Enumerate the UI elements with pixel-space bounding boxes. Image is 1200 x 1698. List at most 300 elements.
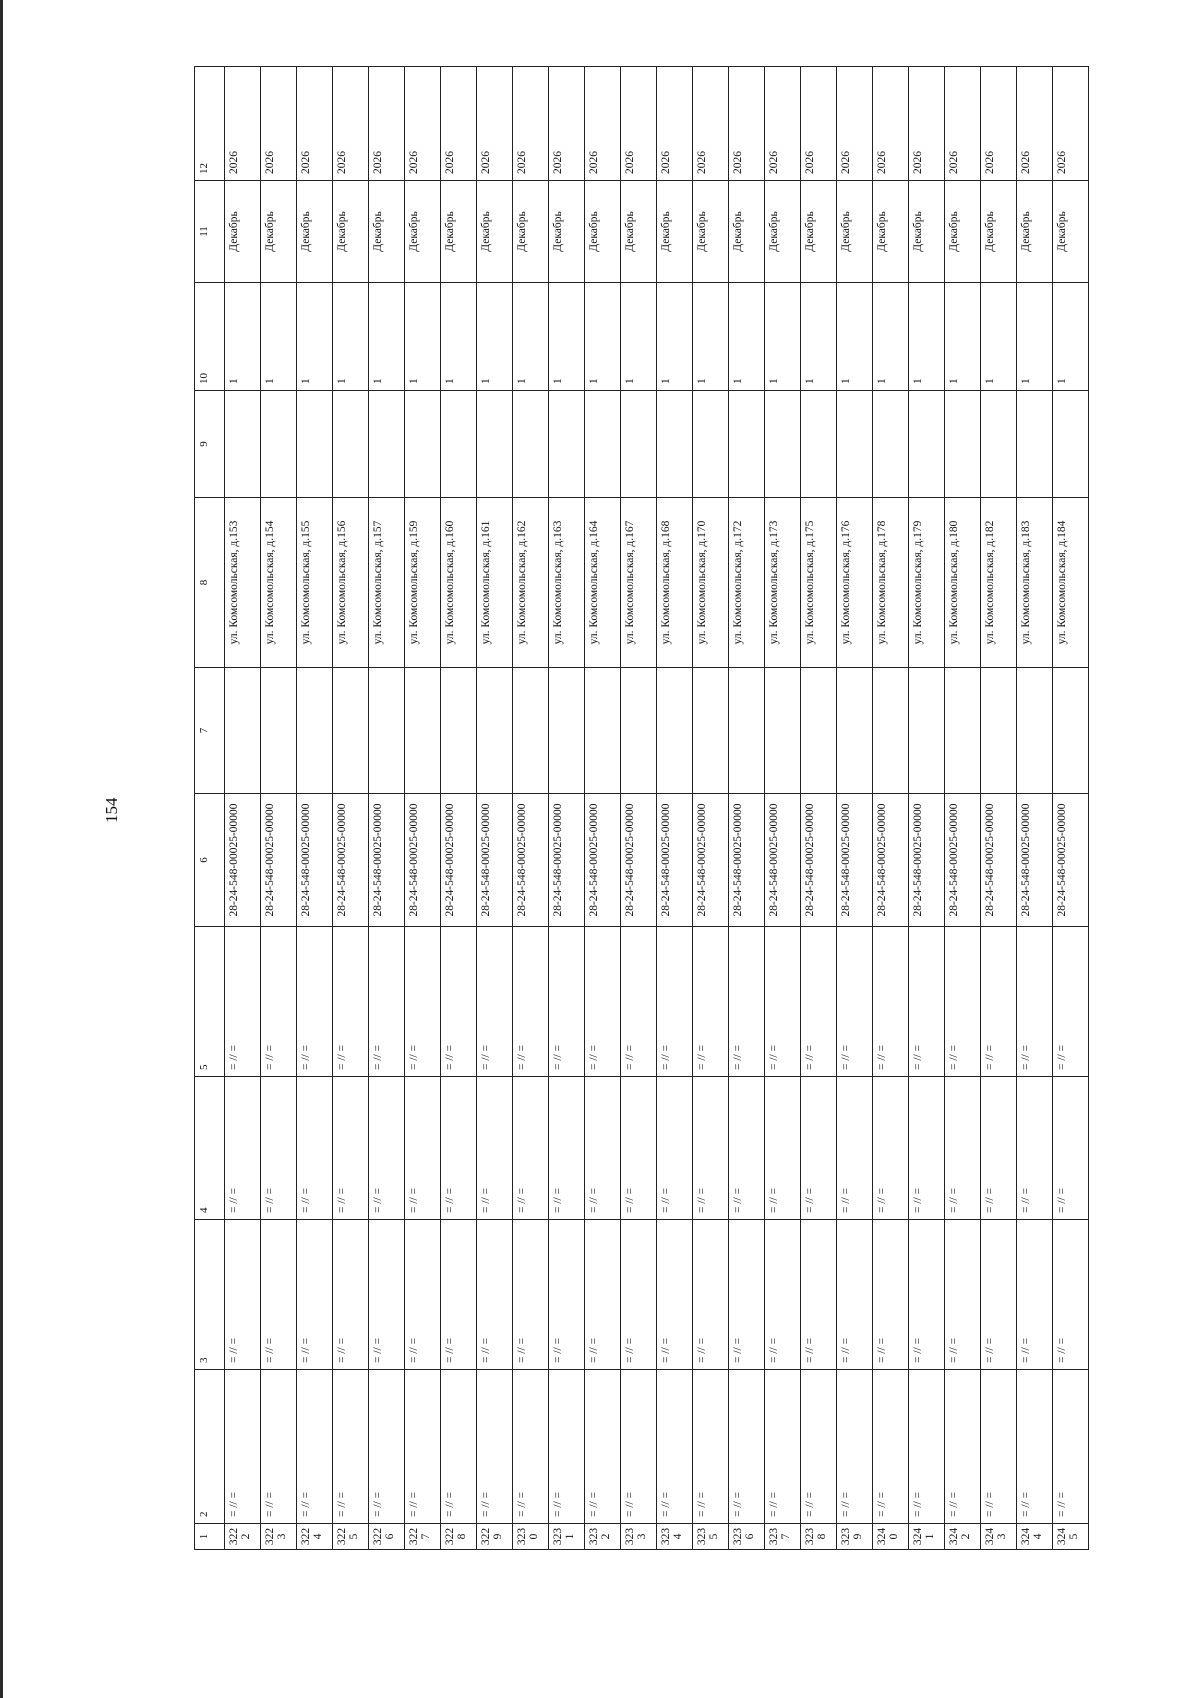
column-number-header: 8 — [195, 498, 225, 668]
table-cell: = // = — [297, 1370, 333, 1524]
table-cell — [333, 391, 369, 498]
table-cell: Декабрь — [693, 181, 729, 283]
table-cell — [873, 668, 909, 794]
table-row — [405, 67, 441, 1550]
table-cell: ул. Комсомольская, д.160 — [441, 498, 477, 668]
table-cell: = // = — [657, 1077, 693, 1220]
table-cell: 2026 — [981, 67, 1017, 181]
table-cell: = // = — [297, 1077, 333, 1220]
table-cell: 1 — [441, 283, 477, 391]
table-cell: = // = — [585, 1220, 621, 1370]
table-cell: 3235 — [693, 1524, 729, 1550]
table-cell: Декабрь — [945, 181, 981, 283]
table-cell: 2026 — [585, 67, 621, 181]
page-number: 154 — [102, 797, 121, 823]
table-cell — [945, 668, 981, 794]
table-cell: = // = — [405, 1220, 441, 1370]
table-cell: = // = — [333, 1370, 369, 1524]
table-cell: ул. Комсомольская, д.182 — [981, 498, 1017, 668]
column-number-header: 1 — [195, 1524, 225, 1550]
table-cell: 3227 — [405, 1524, 441, 1550]
table-cell: 28-24-548-00025-00000 — [225, 794, 261, 927]
table-cell: 2026 — [1017, 67, 1053, 181]
table-cell: = // = — [729, 1220, 765, 1370]
table-cell: 3231 — [549, 1524, 585, 1550]
table-row — [693, 67, 729, 1550]
table-cell: Декабрь — [657, 181, 693, 283]
table-cell: 2026 — [225, 67, 261, 181]
table-cell: 1 — [477, 283, 513, 391]
table-cell: 3234 — [657, 1524, 693, 1550]
table-cell: Декабрь — [981, 181, 1017, 283]
table-cell: 2026 — [297, 67, 333, 181]
table-cell: = // = — [657, 1220, 693, 1370]
table-cell: = // = — [549, 1370, 585, 1524]
table-cell: = // = — [1017, 1220, 1053, 1370]
table-cell: 1 — [621, 283, 657, 391]
table-cell — [297, 391, 333, 498]
table-cell — [945, 391, 981, 498]
table-cell: = // = — [333, 1220, 369, 1370]
table-cell — [513, 391, 549, 498]
table-cell: = // = — [621, 1077, 657, 1220]
table-row — [801, 67, 837, 1550]
table-cell: 28-24-548-00025-00000 — [657, 794, 693, 927]
table-cell: = // = — [369, 1370, 405, 1524]
table-cell: 1 — [657, 283, 693, 391]
table-cell: ул. Комсомольская, д.162 — [513, 498, 549, 668]
table-cell: 2026 — [801, 67, 837, 181]
table-cell: 3241 — [909, 1524, 945, 1550]
table-row — [873, 67, 909, 1550]
table-cell: = // = — [981, 927, 1017, 1077]
table-cell — [369, 668, 405, 794]
table-cell: 3224 — [297, 1524, 333, 1550]
table-cell: = // = — [261, 1370, 297, 1524]
table-row — [585, 67, 621, 1550]
table-cell: 1 — [513, 283, 549, 391]
table-cell: = // = — [693, 1077, 729, 1220]
table-cell: = // = — [513, 1370, 549, 1524]
table-cell: 2026 — [1053, 67, 1089, 181]
table-cell: = // = — [585, 1370, 621, 1524]
table-cell: ул. Комсомольская, д.170 — [693, 498, 729, 668]
table-cell: Декабрь — [297, 181, 333, 283]
table-cell: = // = — [873, 927, 909, 1077]
table-cell: 1 — [981, 283, 1017, 391]
table-cell — [981, 668, 1017, 794]
table-cell: 2026 — [873, 67, 909, 181]
table-cell: Декабрь — [909, 181, 945, 283]
table-cell: 1 — [1053, 283, 1089, 391]
table-cell: Декабрь — [513, 181, 549, 283]
table-cell: 3232 — [585, 1524, 621, 1550]
table-cell: = // = — [261, 927, 297, 1077]
table-cell: = // = — [369, 927, 405, 1077]
table-cell: = // = — [657, 927, 693, 1077]
table-row — [513, 67, 549, 1550]
table-cell — [225, 668, 261, 794]
column-number-header: 2 — [195, 1370, 225, 1524]
table-cell: 1 — [765, 283, 801, 391]
table-cell: = // = — [837, 1077, 873, 1220]
table-cell — [909, 391, 945, 498]
table-cell: 28-24-548-00025-00000 — [945, 794, 981, 927]
table-cell: = // = — [585, 927, 621, 1077]
table-cell: = // = — [297, 1220, 333, 1370]
table-cell: 1 — [549, 283, 585, 391]
table-cell: 28-24-548-00025-00000 — [333, 794, 369, 927]
table-cell: = // = — [513, 927, 549, 1077]
table-cell: 1 — [369, 283, 405, 391]
table-cell: = // = — [837, 927, 873, 1077]
table-cell: = // = — [513, 1077, 549, 1220]
column-number-header: 3 — [195, 1220, 225, 1370]
table-cell: = // = — [837, 1370, 873, 1524]
table-cell: 28-24-548-00025-00000 — [765, 794, 801, 927]
table-cell: 2026 — [657, 67, 693, 181]
table-cell: Декабрь — [261, 181, 297, 283]
table-cell: 3236 — [729, 1524, 765, 1550]
table-cell: = // = — [477, 1077, 513, 1220]
table-cell: ул. Комсомольская, д.161 — [477, 498, 513, 668]
table-cell: 1 — [333, 283, 369, 391]
table-cell: = // = — [873, 1370, 909, 1524]
table-cell: Декабрь — [225, 181, 261, 283]
table-cell: = // = — [621, 927, 657, 1077]
table-cell: 2026 — [405, 67, 441, 181]
table-cell: 2026 — [477, 67, 513, 181]
table-cell: = // = — [1017, 1370, 1053, 1524]
table-cell: Декабрь — [729, 181, 765, 283]
table-cell — [1053, 391, 1089, 498]
table-cell: = // = — [405, 1370, 441, 1524]
table-cell: ул. Комсомольская, д.159 — [405, 498, 441, 668]
table-cell: = // = — [441, 1077, 477, 1220]
table-row — [657, 67, 693, 1550]
table-cell: Декабрь — [477, 181, 513, 283]
table-cell: 28-24-548-00025-00000 — [477, 794, 513, 927]
table-cell: 3245 — [1053, 1524, 1089, 1550]
table-cell — [621, 668, 657, 794]
table-cell — [1017, 391, 1053, 498]
table-row — [729, 67, 765, 1550]
table-cell: 3237 — [765, 1524, 801, 1550]
table-cell — [585, 668, 621, 794]
table-row — [333, 67, 369, 1550]
table-row — [765, 67, 801, 1550]
table-cell: = // = — [405, 927, 441, 1077]
table-cell — [765, 391, 801, 498]
table-cell: Декабрь — [621, 181, 657, 283]
table-cell — [657, 391, 693, 498]
table-cell: 28-24-548-00025-00000 — [801, 794, 837, 927]
table-cell — [225, 391, 261, 498]
table-cell — [801, 391, 837, 498]
table-cell: 1 — [945, 283, 981, 391]
table-cell: ул. Комсомольская, д.154 — [261, 498, 297, 668]
table-cell: = // = — [945, 1220, 981, 1370]
table-cell: 1 — [909, 283, 945, 391]
table-cell: = // = — [909, 1077, 945, 1220]
table-cell: Декабрь — [369, 181, 405, 283]
table-cell: = // = — [513, 1220, 549, 1370]
table-cell — [909, 668, 945, 794]
table-cell: ул. Комсомольская, д.184 — [1053, 498, 1089, 668]
table-cell: 28-24-548-00025-00000 — [693, 794, 729, 927]
table-cell: = // = — [981, 1077, 1017, 1220]
table-cell — [513, 668, 549, 794]
table-cell: 1 — [873, 283, 909, 391]
table-row — [621, 67, 657, 1550]
table-cell: = // = — [477, 1220, 513, 1370]
table-cell: = // = — [225, 1220, 261, 1370]
table-cell: = // = — [369, 1077, 405, 1220]
table-cell: 3244 — [1017, 1524, 1053, 1550]
table-cell: = // = — [729, 927, 765, 1077]
table-cell: 3238 — [801, 1524, 837, 1550]
table-cell — [441, 391, 477, 498]
table-cell: = // = — [225, 927, 261, 1077]
table-row — [909, 67, 945, 1550]
table-cell: = // = — [945, 927, 981, 1077]
table-cell: 1 — [1017, 283, 1053, 391]
table-cell: = // = — [981, 1220, 1017, 1370]
table-cell: = // = — [837, 1220, 873, 1370]
table-cell: 1 — [405, 283, 441, 391]
table-cell: = // = — [945, 1077, 981, 1220]
table-cell — [261, 668, 297, 794]
table-cell: Декабрь — [765, 181, 801, 283]
table-cell: 3228 — [441, 1524, 477, 1550]
scan-edge-shadow — [0, 0, 3, 1698]
table-cell: ул. Комсомольская, д.155 — [297, 498, 333, 668]
table-cell: 2026 — [333, 67, 369, 181]
table-cell: = // = — [873, 1077, 909, 1220]
table-cell: ул. Комсомольская, д.156 — [333, 498, 369, 668]
table-cell: 2026 — [549, 67, 585, 181]
table-cell: 2026 — [909, 67, 945, 181]
column-number-header: 12 — [195, 67, 225, 181]
table-cell: = // = — [261, 1077, 297, 1220]
table-cell: 28-24-548-00025-00000 — [297, 794, 333, 927]
table-cell: 28-24-548-00025-00000 — [441, 794, 477, 927]
register-table — [194, 66, 1089, 1550]
table-cell: = // = — [693, 1370, 729, 1524]
table-cell: 28-24-548-00025-00000 — [909, 794, 945, 927]
table-cell — [441, 668, 477, 794]
table-cell: = // = — [909, 1370, 945, 1524]
table-cell: 2026 — [621, 67, 657, 181]
table-cell: = // = — [477, 1370, 513, 1524]
table-cell — [405, 391, 441, 498]
table-cell: ул. Комсомольская, д.163 — [549, 498, 585, 668]
table-cell: 1 — [837, 283, 873, 391]
table-cell: ул. Комсомольская, д.173 — [765, 498, 801, 668]
table-cell: = // = — [261, 1220, 297, 1370]
table-cell: = // = — [621, 1220, 657, 1370]
table-cell: ул. Комсомольская, д.176 — [837, 498, 873, 668]
table-cell: 1 — [261, 283, 297, 391]
table-cell: = // = — [585, 1077, 621, 1220]
table-cell: ул. Комсомольская, д.175 — [801, 498, 837, 668]
table-cell: 2026 — [837, 67, 873, 181]
table-cell: = // = — [225, 1370, 261, 1524]
table-row — [945, 67, 981, 1550]
table-cell: ул. Комсомольская, д.172 — [729, 498, 765, 668]
table-cell: = // = — [909, 927, 945, 1077]
table-cell — [405, 668, 441, 794]
table-cell: = // = — [333, 1077, 369, 1220]
table-header-row — [195, 67, 225, 1550]
table-cell: 2026 — [369, 67, 405, 181]
table-cell: 2026 — [765, 67, 801, 181]
table-cell: 28-24-548-00025-00000 — [837, 794, 873, 927]
table-cell: ул. Комсомольская, д.168 — [657, 498, 693, 668]
table-cell: ул. Комсомольская, д.178 — [873, 498, 909, 668]
table-cell: = // = — [441, 927, 477, 1077]
table-cell: Декабрь — [837, 181, 873, 283]
table-cell: 28-24-548-00025-00000 — [729, 794, 765, 927]
table-cell: = // = — [333, 927, 369, 1077]
table-cell: 3229 — [477, 1524, 513, 1550]
table-row — [1053, 67, 1089, 1550]
table-cell: = // = — [441, 1370, 477, 1524]
table-cell: 28-24-548-00025-00000 — [549, 794, 585, 927]
table-cell: = // = — [981, 1370, 1017, 1524]
table-cell — [801, 668, 837, 794]
table-cell — [621, 391, 657, 498]
table-cell — [369, 391, 405, 498]
table-cell: ул. Комсомольская, д.183 — [1017, 498, 1053, 668]
table-cell — [477, 668, 513, 794]
table-cell: 1 — [693, 283, 729, 391]
table-cell: 3240 — [873, 1524, 909, 1550]
table-cell: 1 — [297, 283, 333, 391]
table-row — [1017, 67, 1053, 1550]
table-cell: 3242 — [945, 1524, 981, 1550]
table-cell: = // = — [441, 1220, 477, 1370]
table-row — [981, 67, 1017, 1550]
table-row — [369, 67, 405, 1550]
table-cell — [765, 668, 801, 794]
table-cell — [477, 391, 513, 498]
table-cell: = // = — [1053, 1220, 1089, 1370]
table-cell: ул. Комсомольская, д.180 — [945, 498, 981, 668]
table-cell: 1 — [225, 283, 261, 391]
table-cell — [549, 668, 585, 794]
table-cell: 2026 — [945, 67, 981, 181]
table-cell: = // = — [873, 1220, 909, 1370]
table-cell: Декабрь — [333, 181, 369, 283]
table-cell: = // = — [801, 1077, 837, 1220]
table-cell — [333, 668, 369, 794]
table-cell: = // = — [549, 1220, 585, 1370]
table-cell: 2026 — [261, 67, 297, 181]
table-cell: 2026 — [693, 67, 729, 181]
table-cell: Декабрь — [1053, 181, 1089, 283]
table-cell: = // = — [693, 927, 729, 1077]
table-cell: Декабрь — [405, 181, 441, 283]
table-cell: 28-24-548-00025-00000 — [1017, 794, 1053, 927]
table-cell: = // = — [801, 1220, 837, 1370]
column-number-header: 10 — [195, 283, 225, 391]
table-cell: = // = — [1053, 927, 1089, 1077]
table-cell: 28-24-548-00025-00000 — [261, 794, 297, 927]
table-row — [297, 67, 333, 1550]
table-cell: = // = — [765, 927, 801, 1077]
table-cell: ул. Комсомольская, д.157 — [369, 498, 405, 668]
table-cell: = // = — [1017, 1077, 1053, 1220]
table-cell — [729, 668, 765, 794]
table-cell: = // = — [1053, 1370, 1089, 1524]
table-cell: = // = — [945, 1370, 981, 1524]
table-row — [441, 67, 477, 1550]
column-number-header: 4 — [195, 1077, 225, 1220]
table-cell: Декабрь — [441, 181, 477, 283]
table-cell: = // = — [1017, 927, 1053, 1077]
table-cell — [297, 668, 333, 794]
table-cell: Декабрь — [1017, 181, 1053, 283]
table-cell — [873, 391, 909, 498]
table-cell: = // = — [549, 927, 585, 1077]
table-cell: 3225 — [333, 1524, 369, 1550]
table-cell — [981, 391, 1017, 498]
table-cell: = // = — [909, 1220, 945, 1370]
table-cell: = // = — [621, 1370, 657, 1524]
table-cell: Декабрь — [549, 181, 585, 283]
table-cell: Декабрь — [873, 181, 909, 283]
table-cell: = // = — [657, 1370, 693, 1524]
table-cell: 2026 — [441, 67, 477, 181]
table-cell: = // = — [765, 1220, 801, 1370]
table-cell: = // = — [405, 1077, 441, 1220]
table-row — [477, 67, 513, 1550]
table-cell: = // = — [297, 927, 333, 1077]
table-cell: = // = — [765, 1370, 801, 1524]
table-row — [837, 67, 873, 1550]
table-cell: 3223 — [261, 1524, 297, 1550]
table-cell: ул. Комсомольская, д.167 — [621, 498, 657, 668]
table-cell — [657, 668, 693, 794]
table-cell: 2026 — [513, 67, 549, 181]
table-cell: 28-24-548-00025-00000 — [405, 794, 441, 927]
table-cell — [585, 391, 621, 498]
table-cell — [729, 391, 765, 498]
table-cell: Декабрь — [801, 181, 837, 283]
table-cell — [1017, 668, 1053, 794]
table-cell: Декабрь — [585, 181, 621, 283]
table-cell: 2026 — [729, 67, 765, 181]
table-row — [225, 67, 261, 1550]
table-cell — [693, 391, 729, 498]
table-cell: 28-24-548-00025-00000 — [981, 794, 1017, 927]
table-cell: = // = — [369, 1220, 405, 1370]
table-cell: 1 — [801, 283, 837, 391]
table-row — [549, 67, 585, 1550]
table-cell: ул. Комсомольская, д.164 — [585, 498, 621, 668]
table-cell — [1053, 668, 1089, 794]
table-cell: 3243 — [981, 1524, 1017, 1550]
table-cell: = // = — [549, 1077, 585, 1220]
table-cell: 28-24-548-00025-00000 — [585, 794, 621, 927]
table-cell: = // = — [765, 1077, 801, 1220]
table-cell: 28-24-548-00025-00000 — [1053, 794, 1089, 927]
table-cell: 3226 — [369, 1524, 405, 1550]
table-cell — [549, 391, 585, 498]
table-cell: = // = — [801, 1370, 837, 1524]
column-number-header: 11 — [195, 181, 225, 283]
